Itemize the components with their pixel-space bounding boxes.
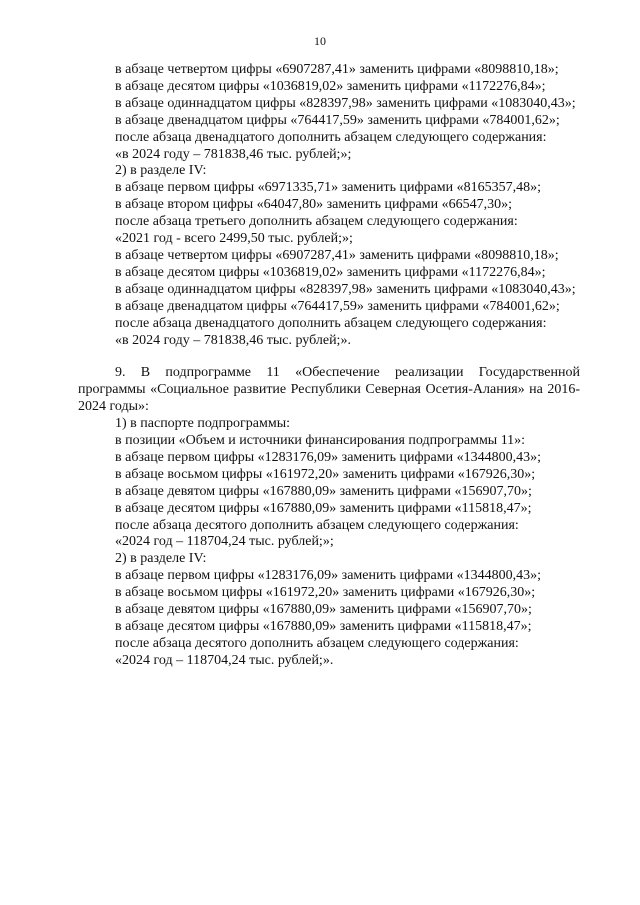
paragraph: «2024 год – 118704,24 тыс. рублей;»; — [115, 534, 334, 550]
paragraph: «в 2024 году – 781838,46 тыс. рублей;». — [115, 332, 351, 348]
paragraph: в абзаце первом цифры «6971335,71» заменить цифрами «8165357,48»; — [115, 180, 541, 196]
document-body — [78, 62, 580, 670]
paragraph: в абзаце десятом цифры «167880,09» заменить цифрами «115818,47»; — [115, 500, 532, 516]
paragraph: после абзаца десятого дополнить абзацем следующего содержания: — [115, 635, 519, 651]
paragraph: в абзаце одиннадцатом цифры «828397,98» заменить цифрами «1083040,43»; — [115, 95, 576, 111]
paragraph: после абзаца десятого дополнить абзацем следующего содержания: — [115, 517, 519, 533]
paragraph: в абзаце первом цифры «1283176,09» заменить цифрами «1344800,43»; — [115, 449, 541, 465]
section-heading: 2) в разделе IV: — [115, 163, 207, 179]
paragraph: «2021 год - всего 2499,50 тыс. рублей;»; — [115, 231, 353, 247]
paragraph: в абзаце одиннадцатом цифры «828397,98» заменить цифрами «1083040,43»; — [115, 281, 576, 297]
paragraph: в абзаце десятом цифры «1036819,02» заменить цифрами «1172276,84»; — [115, 78, 546, 94]
paragraph: в абзаце четвертом цифры «6907287,41» заменить цифрами «8098810,18»; — [115, 62, 559, 77]
paragraph: после абзаца двенадцатого дополнить абзацем следующего содержания: — [115, 315, 547, 331]
paragraph: после абзаца третьего дополнить абзацем следующего содержания: — [115, 214, 518, 230]
section-heading: 9. В подпрограмме 11 «Обеспечение реализации Государственной программы «Социальное развитие Республики Северная Осетия-Алания» на 2016-2024 годы»: — [78, 365, 580, 415]
paragraph: «2024 год – 118704,24 тыс. рублей;». — [115, 652, 334, 668]
paragraph: в абзаце втором цифры «64047,80» заменить цифрами «66547,30»; — [115, 197, 512, 213]
section-spacer — [78, 349, 580, 365]
paragraph: в абзаце девятом цифры «167880,09» заменить цифрами «156907,70»; — [115, 483, 532, 499]
paragraph: в абзаце восьмом цифры «161972,20» заменить цифрами «167926,30»; — [115, 466, 536, 482]
paragraph: «в 2024 году – 781838,46 тыс. рублей;»; — [115, 146, 352, 162]
paragraph: в позиции «Объем и источники финансирования подпрограммы 11»: — [115, 433, 526, 449]
paragraph: 1) в паспорте подпрограммы: — [115, 416, 291, 432]
paragraph: в абзаце девятом цифры «167880,09» заменить цифрами «156907,70»; — [115, 602, 532, 618]
paragraph: в абзаце первом цифры «1283176,09» заменить цифрами «1344800,43»; — [115, 568, 541, 584]
paragraph: после абзаца двенадцатого дополнить абзацем следующего содержания: — [115, 129, 547, 145]
paragraph: в абзаце двенадцатом цифры «764417,59» заменить цифрами «784001,62»; — [115, 112, 560, 128]
paragraph: в абзаце десятом цифры «1036819,02» заменить цифрами «1172276,84»; — [115, 264, 546, 280]
page-number: 10 — [314, 34, 326, 48]
paragraph: в абзаце двенадцатом цифры «764417,59» заменить цифрами «784001,62»; — [115, 298, 560, 314]
section-heading: 2) в разделе IV: — [115, 551, 207, 567]
paragraph: в абзаце четвертом цифры «6907287,41» заменить цифрами «8098810,18»; — [115, 247, 559, 263]
paragraph: в абзаце десятом цифры «167880,09» заменить цифрами «115818,47»; — [115, 619, 532, 634]
paragraph: в абзаце восьмом цифры «161972,20» заменить цифрами «167926,30»; — [115, 585, 536, 601]
